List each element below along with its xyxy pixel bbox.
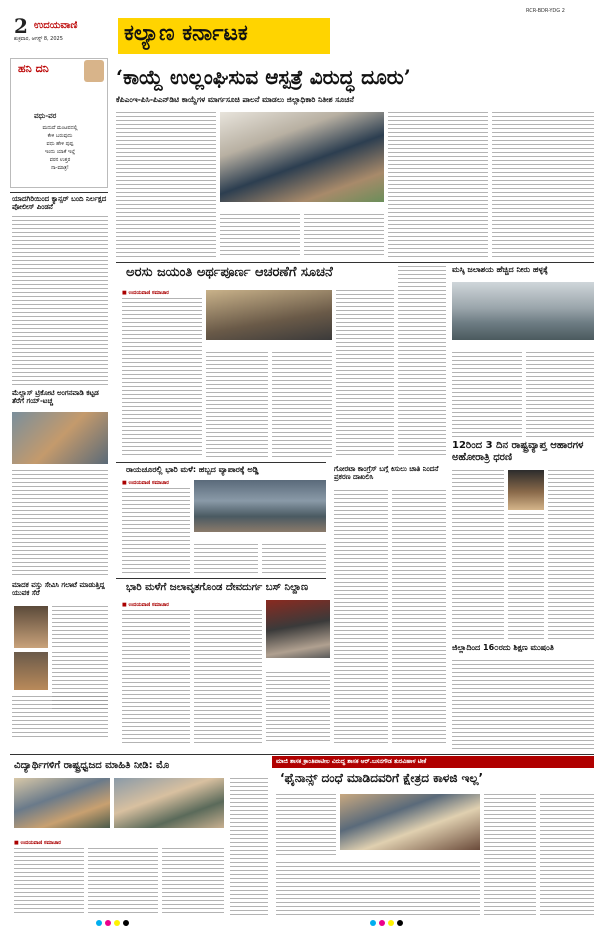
raichur-body-col2 [194,544,258,574]
anganwadi-photo [12,412,108,464]
left-story-headline: ಯಾದಗಿರಿಯಿಂದ ಕ್ಯಾನ್ಸರ್ ಬಂದಿ ನಿರ್ಲಕ್ಷದ ಪೋಲೀಸ್ ಪಿಂಡನೆ [12,195,107,211]
registration-marks [96,920,129,926]
main-headline: ‘ಕಾಯ್ದೆ ಉಲ್ಲಂಘಿಸುವ ಆಸ್ಪತ್ರೆ ವಿರುದ್ಧ ದೂರು’ [116,65,411,89]
main-body-col5 [492,112,594,258]
finance-body-col1 [276,794,336,856]
poem-line: ಕೇಳಿ ಬರುವುದು [47,133,73,139]
fast-body-col1 [452,470,504,640]
bus-body-col1 [122,610,190,744]
main-subhead: ಕೆಪಿಎಂಇ-ಪಿಸಿ-ಪಿಎನ್‌ಡಿಟಿ ಕಾಯ್ದೆಗಳ ಮಾರ್ಗಸೂಚಿ ಪಾಲನೆ ಮಾಡಲು ಜಿಲ್ಲಾಧಿಕಾರಿ ನಿತೀಶ ಸೂಚನೆ [116,95,354,104]
bus-stand-byline: ■ ಉದಯವಾಣಿ ಸಮಾಚಾರ [122,602,169,608]
mid-right-body [398,266,446,458]
flag-body-col1 [14,848,84,916]
reg-dot [370,920,376,926]
bus-body-col3 [266,672,330,744]
fast-body-col3 [508,514,544,640]
poem-line: ವಧು ಹೇಳಿ ಪುಷ್ಪ [46,141,74,147]
divider [116,462,326,463]
flag-event-photo-2 [114,778,224,828]
main-photo-caption [220,204,384,214]
flag-event-photo [14,778,110,828]
divider [10,192,108,193]
honey-author-photo [84,60,104,82]
flag-event-caption [14,830,224,838]
right-low-headline: ಜಿಲ್ಲಾದಿಂದ 16೦ರದು ಶಿಕ್ಷಣ ಮುಷಂತಿ [452,643,554,652]
finance-headline: ‘ಫೈನಾನ್ಸ್ ದಂಧೆ ಮಾಡಿದವರಿಗೆ ಕ್ಷೇತ್ರದ ಕಾಳಜಿ ಇಲ್ಲ’ [280,771,484,785]
left-story3-body [52,606,108,648]
dam-photo [452,282,594,340]
gorata-headline: ಗೋರಟಾ ಕಾಂಗ್ರೆಸ್‌ ಬಗ್ಗೆ ಕಿಸುಲು ಚಾತಿ ನಿಂದನೆ ಪ್ರಕರಣ ದಾಖಲಿಸಿ [334,465,439,481]
meeting-photo-caption [206,342,332,350]
left-story2-headline: ಮೆಲ್ಲಾಸ್ ಟ್ರಿಕೋಟಿ ಅಂಗನವಾಡಿ ಕಟ್ಟಡ ತೆರೆಗೆ ಗಯ್-ಟಚ್ಚ [12,389,99,405]
divider [10,754,594,755]
main-body-col3 [304,214,384,258]
section-title: ಕಲ್ಯಾಣ ಕರ್ನಾಟಕ [124,21,248,46]
dam-photo-caption [452,342,594,350]
finance-body-col2 [484,794,536,916]
poem-line: ವರನ ಉತ್ತರ [49,157,71,163]
finance-body-col4 [276,862,480,916]
raichur-headline: ರಾಯಚೂರಲ್ಲಿ ಭಾರಿ ಮಳೆ: ಹಬ್ಬದ ವ್ಯಾಪಾರಕ್ಕೆ ಅಡ್ಡಿ [126,465,259,474]
fast-headline: 12ರಿಂದ 3 ದಿನ ರಾಷ್ಟ್ರವ್ಯಾಪ್ತ ಆಹಾರಗಳ ಅಹೋರಾತ್ರಿ ಧರಣಿ [452,440,584,463]
reg-dot [379,920,385,926]
gorata-body-col1 [334,490,388,744]
honey-title: ವಧು-ವರ [34,112,57,120]
reg-dot [123,920,129,926]
page-number: 2 [14,14,28,38]
poem-line: ನಾ-ಮಾತ್ರ! [51,165,69,171]
bus-stand-headline: ಭಾರಿ ಮಳೆಗೆ ಜಲಾವೃತಗೊಂಡ ದೇವದುರ್ಗ ಬಸ್ ನಿಲ್ದಾಣ [126,582,309,593]
raichur-body-col1 [122,488,190,574]
registration-marks [370,920,403,926]
accused-photo-2 [14,652,48,690]
finance-body-col3 [540,794,594,916]
bus-stand-caption [266,660,330,668]
meeting-photo [206,290,332,340]
divider [116,578,326,579]
fast-portrait [508,470,544,510]
bottom-mid-body [230,778,268,916]
honey-poem [18,124,102,172]
bus-stand-photo [266,600,330,658]
finance-event-photo [340,794,480,850]
finance-photo-caption [340,852,480,860]
divider [116,262,594,263]
reg-dot [388,920,394,926]
right-low-body [452,660,594,752]
main-body-col1 [116,112,216,258]
dam-headline: ಮಸ್ಕಿ ಜಲಾಶಯ ಹೆಚ್ಚಿದ ನೀರು ಹಳ್ಳಕ್ಕೆ [452,265,548,274]
flag-body-col2 [88,848,158,916]
arasu-body-col2 [206,352,268,458]
left-story3-body-3 [12,696,108,740]
edition-date: ಶುಕ್ರವಾರ, ಆಗಸ್ಟ್ 8, 2025 [14,36,63,42]
flooded-market-caption [194,534,326,542]
left-story3-headline: ಮಾದಕ ವಸ್ತು ಸೇವಿಸಿ ಗಲಾಟೆ ಮಾಡುತ್ತಿದ್ದ ಯುವಕ ಸೆರೆ [12,581,105,597]
honey-logo-text: ಹನಿ ದನಿ [18,62,49,75]
reg-dot [105,920,111,926]
left-story2-body [12,470,108,578]
paper-name: ಉದಯವಾಣಿ [34,20,78,31]
finance-kicker: ಮಾಜಿ ಶಾಸಕ ಕ್ರಾಂತಿಪಾಟೀಲ ವಿರುದ್ಧ ಶಾಸಕ ಆರ್.ಬಸನಗೌಡ ತುರವಿಹಾಳ ಟೀಕೆ [276,758,427,765]
dam-body-col1 [452,352,522,438]
flag-story-headline: ವಿದ್ಯಾರ್ಥಿಗಳಿಗೆ ರಾಷ್ಟ್ರಧ್ವಜದ ಮಾಹಿತಿ ನೀಡಿ: ಮೊ [14,760,170,771]
reg-dot [397,920,403,926]
arasu-body-col3 [272,352,332,458]
dam-body-col2 [526,352,594,438]
bus-body-col2 [194,610,262,744]
arasu-headline: ಅರಸು ಜಯಂತಿ ಅರ್ಥಪೂರ್ಣ ಆಚರಣೆಗೆ ಸೂಚನೆ [126,265,333,280]
main-body-col2 [220,214,300,258]
poem-line: ಇಂದು ಯಾಕೆ ಇಲ್ಲೆ [44,149,76,155]
arasu-byline: ■ ಉದಯವಾಣಿ ಸಮಾಚಾರ [122,290,169,296]
reg-dot [96,920,102,926]
edition-code: RCR-BDR-YDG 2 [526,8,565,14]
arasu-body-col4 [336,290,394,458]
flag-story-byline: ■ ಉದಯವಾಣಿ ಸಮಾಚಾರ [14,840,61,846]
raichur-byline: ■ ಉದಯವಾಣಿ ಸಮಾಚಾರ [122,480,169,486]
main-photo [220,112,384,202]
flag-body-col3 [162,848,224,916]
main-body-col4 [388,112,488,258]
arasu-body-col1 [122,298,202,458]
fast-body-col2 [548,470,594,640]
poem-line: ಮದುವೆ ಮಂಟಪದಲ್ಲಿ [42,125,78,131]
raichur-body-col3 [262,544,326,574]
reg-dot [114,920,120,926]
accused-photo [14,606,48,648]
honey-logo [18,62,49,76]
flooded-market-photo [194,480,326,532]
gorata-body-col2 [392,490,446,744]
left-story-body [12,216,108,386]
